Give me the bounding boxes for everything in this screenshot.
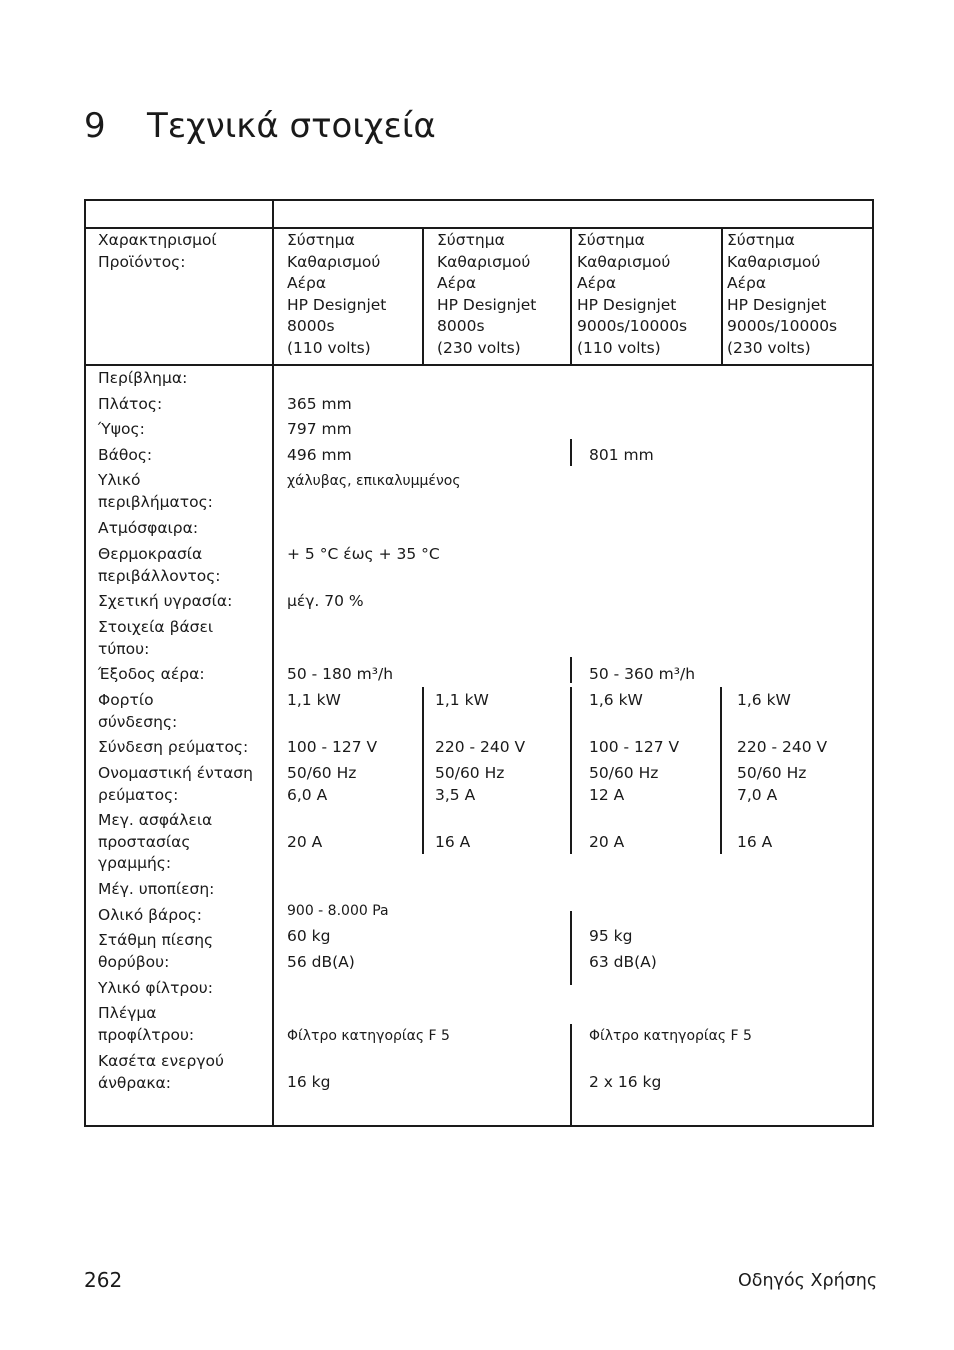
header-product-9000s-230v: Σύστημα Καθαρισμού Αέρα HP Designjet 9000s/10000s (230 volts)	[727, 231, 838, 357]
label-filter-material: Υλικό φίλτρου:	[98, 979, 213, 997]
label-power-connection: Σύνδεση ρεύματος:	[98, 738, 249, 756]
value-air-output-9000: 50 - 360 m³/h	[589, 665, 696, 683]
table-divider-label-column	[272, 199, 274, 1127]
value-load-4: 1,6 kW	[737, 691, 791, 709]
label-air-output: Έξοδος αέρα:	[98, 665, 205, 683]
value-housing-material: χάλυβας, επικαλυμμένος	[287, 473, 461, 489]
value-air-output-8000: 50 - 180 m³/h	[287, 665, 394, 683]
page-number: 262	[84, 1268, 123, 1292]
label-height: Ύψος:	[98, 420, 145, 438]
table-divider-filter	[570, 1024, 572, 1126]
label-type-data: Στοιχεία βάσει τύπου:	[98, 618, 214, 658]
label-prefilter-mesh: Πλέγμα προφίλτρου:	[98, 1004, 195, 1044]
label-housing-material: Υλικό περιβλήματος:	[98, 471, 213, 511]
value-noise-8000: 56 dB(A)	[287, 953, 355, 971]
table-divider-electrical-3	[720, 687, 722, 854]
label-carbon-cassette: Κασέτα ενεργού άνθρακα:	[98, 1052, 224, 1092]
label-humidity: Σχετική υγρασία:	[98, 592, 233, 610]
header-product-8000s-110v: Σύστημα Καθαρισμού Αέρα HP Designjet 8000s (110 volts)	[287, 231, 387, 357]
value-load-1: 1,1 kW	[287, 691, 341, 709]
table-border-left	[84, 199, 86, 1127]
chapter-number: 9	[84, 106, 106, 146]
table-divider-electrical-1	[422, 687, 424, 854]
header-label: Χαρακτηρισμοί Προϊόντος:	[98, 231, 217, 271]
label-total-weight: Ολικό βάρος:	[98, 906, 202, 924]
value-load-2: 1,1 kW	[435, 691, 489, 709]
spec-table	[84, 199, 874, 1127]
table-border-bottom	[84, 1125, 874, 1127]
table-divider-header-3	[721, 228, 723, 365]
table-divider-header-1	[422, 228, 424, 365]
value-load-3: 1,6 kW	[589, 691, 643, 709]
value-prefilter-9000: Φίλτρο κατηγορίας F 5	[589, 1028, 752, 1044]
table-border-top	[84, 199, 874, 201]
header-product-8000s-230v: Σύστημα Καθαρισμού Αέρα HP Designjet 8000s (230 volts)	[437, 231, 537, 357]
label-connected-load: Φορτίο σύνδεσης:	[98, 691, 178, 731]
value-current-2: 50/60 Hz 3,5 A	[435, 764, 505, 804]
table-rule-empty-row	[84, 227, 874, 229]
value-weight-9000: 95 kg	[589, 927, 633, 945]
value-depth-9000: 801 mm	[589, 446, 654, 464]
table-divider-depth	[570, 439, 572, 466]
label-rated-current: Ονομαστική ένταση ρεύματος:	[98, 764, 253, 804]
value-vacuum: 900 - 8.000 Pa	[287, 903, 389, 919]
label-noise-level: Στάθμη πίεσης θορύβου:	[98, 931, 214, 971]
value-ambient-temp: + 5 °C έως + 35 °C	[287, 545, 440, 563]
value-voltage-2: 220 - 240 V	[435, 738, 526, 756]
label-width: Πλάτος:	[98, 395, 163, 413]
value-height: 797 mm	[287, 420, 352, 438]
table-divider-air-output	[570, 657, 572, 683]
value-depth-8000: 496 mm	[287, 446, 352, 464]
label-max-fuse: Μεγ. ασφάλεια προστασίας γραμμής:	[98, 811, 213, 872]
value-weight-8000: 60 kg	[287, 927, 331, 945]
value-voltage-1: 100 - 127 V	[287, 738, 378, 756]
value-current-1: 50/60 Hz 6,0 A	[287, 764, 357, 804]
table-divider-weight-noise	[570, 911, 572, 985]
label-enclosure: Περίβλημα:	[98, 369, 188, 387]
label-atmosphere: Ατμόσφαιρα:	[98, 519, 199, 537]
value-cassette-8000: 16 kg	[287, 1073, 331, 1091]
value-voltage-4: 220 - 240 V	[737, 738, 828, 756]
header-product-9000s-110v: Σύστημα Καθαρισμού Αέρα HP Designjet 9000s/10000s (110 volts)	[577, 231, 688, 357]
label-depth: Βάθος:	[98, 446, 153, 464]
footer-title: Οδηγός Χρήσης	[738, 1271, 878, 1291]
label-ambient-temp: Θερμοκρασία περιβάλλοντος:	[98, 545, 221, 585]
label-max-vacuum: Μέγ. υποπίεση:	[98, 880, 215, 898]
value-width: 365 mm	[287, 395, 352, 413]
table-divider-electrical-2	[570, 687, 572, 854]
value-humidity: μέγ. 70 %	[287, 592, 364, 610]
value-prefilter-8000: Φίλτρο κατηγορίας F 5	[287, 1028, 450, 1044]
value-voltage-3: 100 - 127 V	[589, 738, 680, 756]
table-border-right	[872, 199, 874, 1127]
value-noise-9000: 63 dB(A)	[589, 953, 657, 971]
value-current-3: 50/60 Hz 12 A	[589, 764, 659, 804]
value-fuse-3: 20 A	[589, 833, 625, 851]
value-cassette-9000: 2 x 16 kg	[589, 1073, 662, 1091]
value-fuse-2: 16 A	[435, 833, 471, 851]
chapter-title: Τεχνικά στοιχεία	[147, 106, 436, 146]
table-rule-header	[84, 364, 874, 366]
table-divider-header-2	[570, 228, 572, 365]
value-fuse-4: 16 A	[737, 833, 773, 851]
value-fuse-1: 20 A	[287, 833, 323, 851]
value-current-4: 50/60 Hz 7,0 A	[737, 764, 807, 804]
